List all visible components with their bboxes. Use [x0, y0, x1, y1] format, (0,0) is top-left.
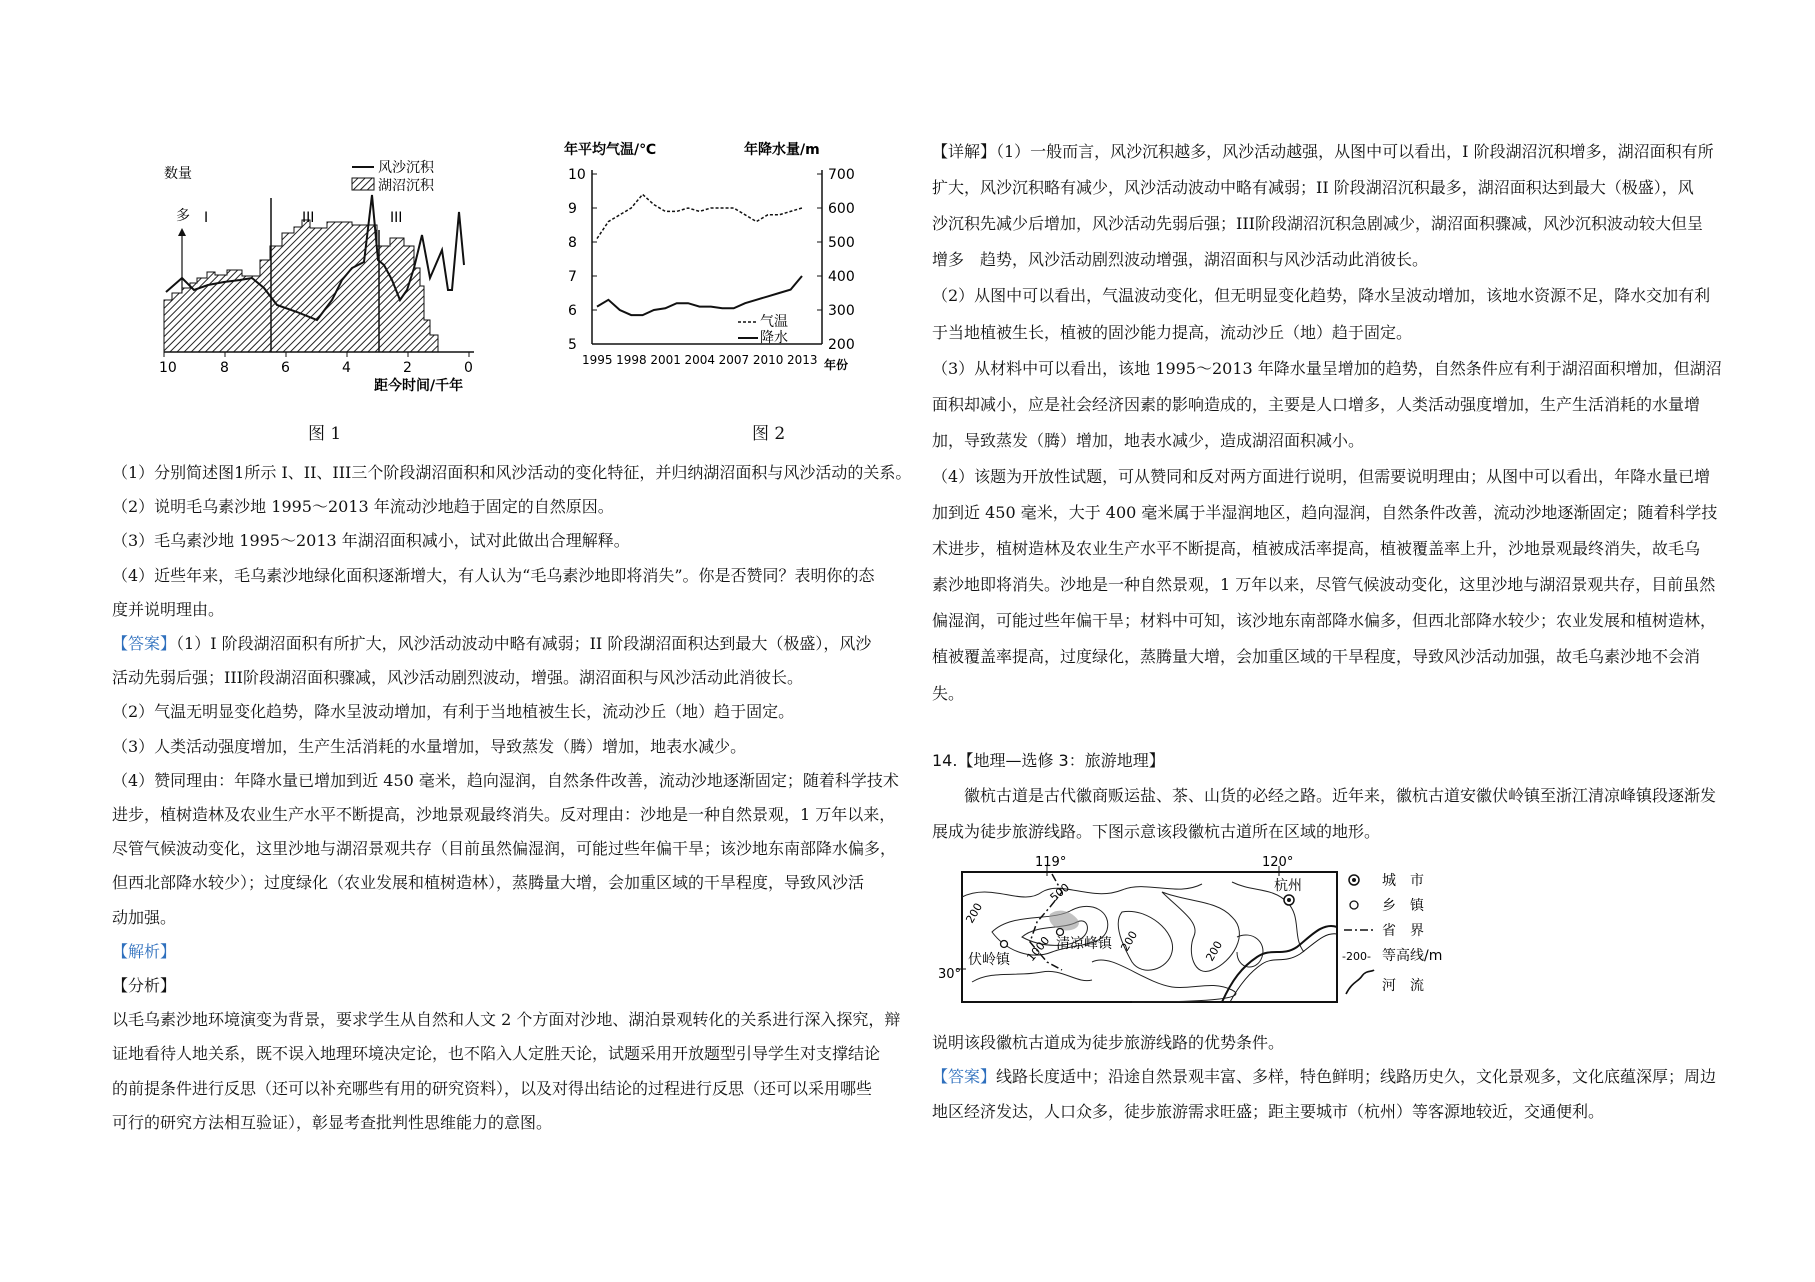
- fig2-xtick-label: 2007: [718, 353, 750, 367]
- right-text-line: [932, 574, 1732, 596]
- right-text-line-text: （3）从材料中可以看出，该地 1995～2013 年降水量呈增加的趋势，自然条件应有利于湖沼面积增加，但湖沼: [932, 358, 1722, 378]
- fig1-xtick-label: 6: [281, 360, 290, 376]
- left-text-line: [112, 1043, 912, 1065]
- left-text-line-text: （1）I 阶段湖沼面积有所扩大，风沙活动波动中略有减弱；II 阶段湖沼面积达到最大（极盛），风沙: [176, 634, 872, 653]
- q14-question: 说明该段徽杭古道成为徒步旅游线路的优势条件。: [932, 1033, 1285, 1052]
- fig2-ytick-right: 600: [828, 201, 855, 217]
- fig2-ytick-right: 500: [828, 235, 855, 251]
- fig2-xtick-label: 2013: [787, 353, 818, 367]
- fig2-ytick-right: 200: [828, 337, 855, 353]
- right-text-line: [932, 683, 1732, 705]
- left-text-line-text: （3）毛乌素沙地 1995～2013 年湖沼面积减小，试对此做出合理解释。: [112, 531, 630, 551]
- map-town-2: 清凉峰镇: [1056, 936, 1112, 952]
- left-text-line: [112, 736, 912, 758]
- fig2-ylabel-right: 年降水量/m: [744, 142, 820, 158]
- fig2-series-temperature: [597, 194, 802, 238]
- fig2-ytick-left: 8: [568, 235, 577, 251]
- left-text-line-text: 以毛乌素沙地环境演变为背景，要求学生从自然和人文 2 个方面对沙地、湖泊景观转化的关系进行深入探究，辩: [112, 1010, 901, 1030]
- q14-intro-line-2: 展成为徒步旅游线路。下图示意该段徽杭古道所在区域的地形。: [932, 822, 1381, 841]
- fig2-ytick-left: 6: [568, 303, 577, 319]
- legend-river: 河 流: [1382, 978, 1424, 994]
- right-text-line-text: 术进步，植树造林及农业生产水平不断提高，植被成活率提高，植被覆盖率上升，沙地景观最终消失，故毛乌: [932, 539, 1701, 559]
- right-text-line-text: （2）从图中可以看出，气温波动变化，但无明显变化趋势，降水呈波动增加，该地水资源不足，降水交加有利: [932, 286, 1711, 306]
- fig1-xtick-label: 8: [220, 360, 229, 376]
- legend-city: 城 市: [1382, 873, 1424, 889]
- right-text-line-text: （4）该题为开放性试题，可从赞同和反对两方面进行说明，但需要说明理由；从图中可以看出，年降水量已增: [932, 466, 1711, 486]
- right-text-line: [932, 358, 1732, 380]
- right-text-line-text: 扩大，风沙沉积略有减少，风沙活动波动中略有减弱；II 阶段湖沼沉积最多，湖沼面积达到最大（极盛），风: [932, 178, 1694, 198]
- map-lon-1: 119°: [1035, 855, 1067, 870]
- right-text-line: [932, 322, 1732, 344]
- section-tag: 【解析】: [112, 941, 177, 961]
- right-text-line-text: 加到近 450 毫米，大于 400 毫米属于半湿润地区，趋向湿润，自然条件改善，流动沙地逐渐固定；随着科学技: [932, 503, 1718, 522]
- left-text-line: [112, 838, 912, 860]
- left-text-line-text: （2）气温无明显变化趋势，降水呈波动增加，有利于当地植被生长，流动沙丘（地）趋于固定。: [112, 702, 795, 722]
- fig1-stage-3: III: [390, 210, 403, 226]
- q14-terrain-map: [932, 852, 1452, 1012]
- fig2-xtick-label: 2001: [650, 353, 681, 367]
- map-town-1: 伏岭镇: [968, 952, 1010, 968]
- right-text-line: [932, 177, 1732, 199]
- fig2-xtick-label: 2004: [684, 353, 716, 367]
- fig2-ytick-left: 5: [568, 337, 577, 353]
- right-text-line: [932, 538, 1732, 560]
- fig1-arrowhead: [178, 228, 186, 236]
- right-text-line-text: 偏湿润，可能过些年偏干旱；材料中可知，该沙地东南部降水偏多，但西北部降水较少；农业发展和植树造林，: [932, 611, 1717, 631]
- map-lon-2: 120°: [1262, 855, 1294, 870]
- right-text-line: [932, 610, 1732, 632]
- q14-answer-tag: 【答案】: [932, 1067, 997, 1086]
- map-city-marker-dot: [1287, 898, 1291, 902]
- fig1-ylabel: 数量: [164, 166, 192, 182]
- left-text-line: [112, 667, 912, 689]
- left-text-line-text: 动加强。: [112, 907, 177, 927]
- fig1-xticks: [159, 352, 473, 376]
- q14-answer-text-1: 线路长度适中；沿途自然景观丰富、多样，特色鲜明；线路历史久，文化景观多，文化底蕴深厚；周边: [996, 1067, 1717, 1086]
- left-text-line-text: 可行的研究方法相互验证），彰显考查批判性思维能力的意图。: [112, 1112, 553, 1132]
- fig2-caption: 图 2: [752, 424, 786, 444]
- map-town-marker-1: [1001, 941, 1008, 948]
- right-text-line: [932, 646, 1732, 668]
- legend-town: 乡 镇: [1382, 898, 1424, 914]
- legend-river-icon: [1346, 970, 1374, 994]
- legend-town-icon: [1350, 901, 1358, 909]
- left-text-line: [112, 770, 912, 792]
- fig2-ytick-right: 300: [828, 303, 855, 319]
- left-text-line: [112, 1009, 912, 1031]
- right-text-line-text: 素沙地即将消失。沙地是一种自然景观，1 万年以来，尽管气候波动变化，这里沙地与湖沼景观共存，目前虽然: [932, 575, 1716, 595]
- left-text-line: [112, 462, 912, 484]
- left-text-line-text: 度并说明理由。: [112, 599, 225, 619]
- fig2-xunit: 年份: [824, 358, 849, 372]
- right-text-line-text: 面积却减小，应是社会经济因素的影响造成的，主要是人口增多，人类活动强度增加，生产生活消耗的水量增: [932, 394, 1701, 414]
- right-text-line-text: 失。: [932, 683, 965, 703]
- left-text-line: [112, 804, 912, 826]
- fig1-caption: 图 1: [308, 424, 342, 444]
- left-text-line-text: 的前提条件进行反思（还可以补充哪些有用的研究资料），以及对得出结论的过程进行反思（还可以采用哪些: [112, 1078, 873, 1098]
- q14-answer-line-2: 地区经济发达，人口众多，徒步旅游需求旺盛；距主要城市（杭州）等客源地较近，交通便利。: [932, 1102, 1605, 1121]
- fig2-ytick-left: 10: [568, 167, 586, 183]
- figure-1-sediment-chart: [152, 150, 482, 395]
- map-lat: 30°: [938, 967, 962, 982]
- fig2-ytick-right: 400: [828, 269, 855, 285]
- right-text-line-text: 沙沉积先减少后增加，风沙活动先弱后强；III阶段湖沼沉积急剧减少，湖沼面积骤减，风沙沉积波动较大但呈: [932, 214, 1703, 234]
- fig1-stage-2: III: [302, 210, 315, 226]
- right-text-line: [932, 466, 1732, 488]
- left-text-line: [112, 975, 912, 997]
- map-contour-200-a: 200: [963, 900, 986, 926]
- left-text-line-text: （4）近些年来，毛乌素沙地绿化面积逐渐增大，有人认为“毛乌素沙地即将消失”。你是否赞同？表明你的态: [112, 565, 875, 585]
- fig1-xtick-label: 10: [159, 360, 177, 376]
- legend-contour: 等高线/m: [1382, 948, 1443, 964]
- legend-city-icon-dot: [1352, 878, 1356, 882]
- fig1-xtick-label: 4: [342, 360, 351, 376]
- left-text-line-text: 但西北部降水较少）；过度绿化（农业发展和植树造林），蒸腾量大增，会加重区域的干旱程度，导致风沙活: [112, 873, 865, 893]
- map-city: 杭州: [1274, 878, 1302, 894]
- right-text-line: [932, 213, 1732, 235]
- fig1-stage-1: I: [204, 210, 209, 226]
- left-text-line-text: 证地看待人地关系，既不误入地理环境决定论，也不陷入人定胜天论，试题采用开放题型引导学生对支撑结论: [112, 1044, 881, 1064]
- left-text-line: [112, 872, 912, 894]
- right-text-line: [932, 430, 1732, 452]
- fig1-legend-hatch-label: 湖沼沉积: [378, 178, 434, 194]
- left-text-line-text: 尽管气候波动变化，这里沙地与湖沼景观共存（目前虽然偏湿润，可能过些年偏干旱；该沙地东南部降水偏多，: [112, 839, 897, 859]
- fig2-xtick-label: 1995: [582, 353, 613, 367]
- map-contour-200-c: 200: [1203, 938, 1226, 964]
- fig1-legend-line-label: 风沙沉积: [378, 160, 434, 176]
- fig2-series: [597, 194, 802, 315]
- fig2-xtick-label: 1998: [616, 353, 647, 367]
- left-text-line-text: （2）说明毛乌素沙地 1995～2013 年流动沙地趋于固定的自然原因。: [112, 497, 614, 517]
- map-town-marker-2: [1057, 929, 1064, 936]
- fig1-legend-hatch: [352, 178, 374, 190]
- legend-contour-icon: -200-: [1342, 950, 1371, 963]
- map-contour-200-b: 200: [1118, 928, 1141, 954]
- right-text-line: [932, 285, 1732, 307]
- left-text-line: [112, 530, 912, 552]
- map-contour-1000: 1000: [1024, 934, 1053, 964]
- fig1-xlabel: 距今时间/千年: [374, 378, 464, 394]
- right-text-line-text: 植被覆盖率提高，过度绿化，蒸腾量大增，会加重区域的干旱程度，导致风沙活动加强，故毛乌素沙地不会消: [932, 647, 1701, 667]
- left-text-line: [112, 701, 912, 723]
- section-tag: 【答案】: [112, 634, 177, 653]
- fig2-legend-precip: 降水: [760, 330, 788, 346]
- fig2-ylabel-left: 年平均气温/℃: [564, 142, 657, 158]
- fig2-ticks: [568, 167, 855, 367]
- left-text-line: [112, 941, 912, 963]
- q14-intro-line-1: 徽杭古道是古代徽商贩运盐、茶、山货的必经之路。近年来，徽杭古道安徽伏岭镇至浙江清凉峰镇段逐渐发: [964, 786, 1717, 805]
- fig2-ytick-left: 7: [568, 269, 577, 285]
- map-contour-500: 500: [1047, 880, 1073, 905]
- right-text-line: [932, 141, 1732, 163]
- left-text-line-text: 活动先弱后强；III阶段湖沼面积骤减，风沙活动剧烈波动，增强。湖沼面积与风沙活动此消彼长。: [112, 668, 803, 688]
- fig2-ytick-left: 9: [568, 201, 577, 217]
- right-text-line-text: 增多 趋势，风沙活动剧烈波动增强，湖沼面积与风沙活动此消彼长。: [932, 250, 1429, 270]
- right-text-line-text: 【详解】（1）一般而言，风沙沉积越多，风沙活动越强，从图中可以看出，I 阶段湖沼沉积增多，湖沼面积有所: [932, 142, 1714, 161]
- q14-title: 14.【地理—选修 3：旅游地理】: [932, 751, 1165, 770]
- left-text-line: [112, 1112, 912, 1134]
- left-text-line-text: 进步，植树造林及农业生产水平不断提高，沙地景观最终消失。反对理由：沙地是一种自然景观，1 万年以来，: [112, 805, 896, 824]
- left-text-line-text: （3）人类活动强度增加，生产生活消耗的水量增加，导致蒸发（腾）增加，地表水减少。: [112, 736, 747, 756]
- left-text-line: [112, 907, 912, 929]
- left-text-line: [112, 496, 912, 518]
- legend-border: 省 界: [1382, 923, 1424, 939]
- right-text-line: [932, 394, 1732, 416]
- right-text-line-text: 于当地植被生长，植被的固沙能力提高，流动沙丘（地）趋于固定。: [932, 322, 1413, 342]
- left-text-line: [112, 599, 912, 621]
- left-text-line-text: （1）分别简述图1所示 I、II、III三个阶段湖沼面积和风沙活动的变化特征，并归纳湖沼面积与风沙活动的关系。: [112, 463, 912, 482]
- right-text-line: [932, 502, 1732, 524]
- figure-2-climate-chart: [552, 138, 855, 378]
- fig1-y-more: 多: [176, 208, 190, 224]
- fig2-xtick-label: 2010: [752, 353, 784, 367]
- left-text-line: [112, 565, 912, 587]
- right-text-line-text: 加，导致蒸发（腾）增加，地表水减少，造成湖沼面积减小。: [932, 430, 1365, 450]
- fig2-series-precipitation: [597, 276, 802, 315]
- fig1-xtick-label: 0: [464, 360, 473, 376]
- right-text-line: [932, 249, 1732, 271]
- q14-answer-line-1: [932, 1066, 1732, 1088]
- fig1-xtick-label: 2: [403, 360, 412, 376]
- left-text-line-text: 【分析】: [112, 976, 177, 995]
- left-text-line: [112, 633, 912, 655]
- fig2-legend-temp: 气温: [760, 314, 788, 330]
- left-text-line: [112, 1078, 912, 1100]
- fig2-ytick-right: 700: [828, 167, 855, 183]
- left-text-line-text: （4）赞同理由：年降水量已增加到近 450 毫米，趋向湿润，自然条件改善，流动沙地逐渐固定；随着科学技术: [112, 770, 899, 790]
